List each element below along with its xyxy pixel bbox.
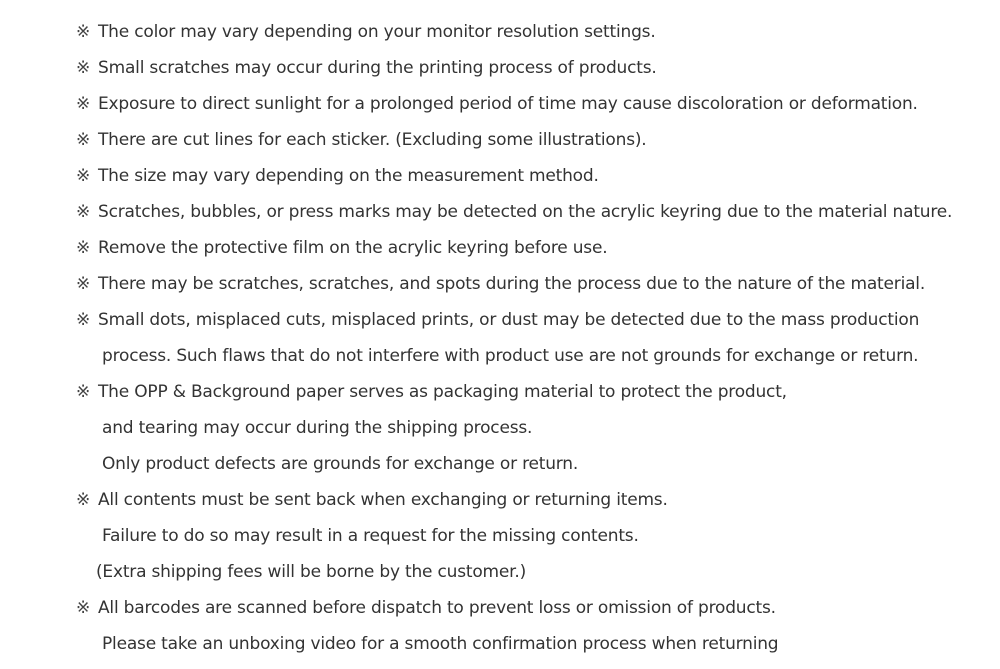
notice-text: There are cut lines for each sticker. (Excluding some illustrations). <box>98 130 647 150</box>
notice-text: The OPP & Background paper serves as packaging material to protect the product, <box>98 382 787 402</box>
reference-mark: ※ <box>76 94 91 114</box>
notice-text: The size may vary depending on the measurement method. <box>98 166 599 186</box>
reference-mark: ※ <box>76 598 91 618</box>
notice-text: (Extra shipping fees will be borne by the customer.) <box>96 562 527 582</box>
notice-packaging <box>76 374 996 410</box>
reference-mark: ※ <box>76 58 91 78</box>
notice-mass-production-continued <box>76 338 996 374</box>
notice-text: Exposure to direct sunlight for a prolonged period of time may cause discoloration or deformation. <box>98 94 918 114</box>
reference-mark: ※ <box>76 166 91 186</box>
notice-text: There may be scratches, scratches, and spots during the process due to the nature of the material. <box>98 274 926 294</box>
notice-size-variation <box>76 158 996 194</box>
notice-return-contents-continued <box>76 518 996 554</box>
notice-text: All contents must be sent back when exchanging or returning items. <box>98 490 668 510</box>
notice-text: Only product defects are grounds for exchange or return. <box>102 454 579 474</box>
notice-printing-scratches <box>76 50 996 86</box>
notice-list <box>76 14 996 662</box>
notice-protective-film <box>76 230 996 266</box>
notice-text: The color may vary depending on your monitor resolution settings. <box>98 22 656 42</box>
notice-cut-lines <box>76 122 996 158</box>
notice-text: and tearing may occur during the shipping process. <box>102 418 533 438</box>
notice-acrylic-marks <box>76 194 996 230</box>
notice-text: Failure to do so may result in a request for the missing contents. <box>102 526 639 546</box>
notice-unboxing-video <box>76 626 996 662</box>
notice-packaging-continued <box>76 410 996 446</box>
notice-text: Remove the protective film on the acrylic keyring before use. <box>98 238 608 258</box>
reference-mark: ※ <box>76 382 91 402</box>
notice-text: Scratches, bubbles, or press marks may be detected on the acrylic keyring due to the material nature. <box>98 202 953 222</box>
notice-packaging-defects <box>76 446 996 482</box>
notice-barcodes <box>76 590 996 626</box>
notice-material-spots <box>76 266 996 302</box>
notice-text: Please take an unboxing video for a smooth confirmation process when returning <box>102 634 779 654</box>
reference-mark: ※ <box>76 274 91 294</box>
reference-mark: ※ <box>76 202 91 222</box>
notice-text: Small dots, misplaced cuts, misplaced prints, or dust may be detected due to the mass production <box>98 310 920 330</box>
reference-mark: ※ <box>76 22 91 42</box>
notice-text: Small scratches may occur during the printing process of products. <box>98 58 657 78</box>
notice-shipping-fees <box>76 554 996 590</box>
notice-mass-production <box>76 302 996 338</box>
notice-text: All barcodes are scanned before dispatch to prevent loss or omission of products. <box>98 598 776 618</box>
reference-mark: ※ <box>76 490 91 510</box>
reference-mark: ※ <box>76 238 91 258</box>
notice-text: process. Such flaws that do not interfere with product use are not grounds for exchange or return. <box>102 346 919 366</box>
notice-color-variation <box>76 14 996 50</box>
notice-sunlight <box>76 86 996 122</box>
reference-mark: ※ <box>76 130 91 150</box>
reference-mark: ※ <box>76 310 91 330</box>
notice-return-contents <box>76 482 996 518</box>
